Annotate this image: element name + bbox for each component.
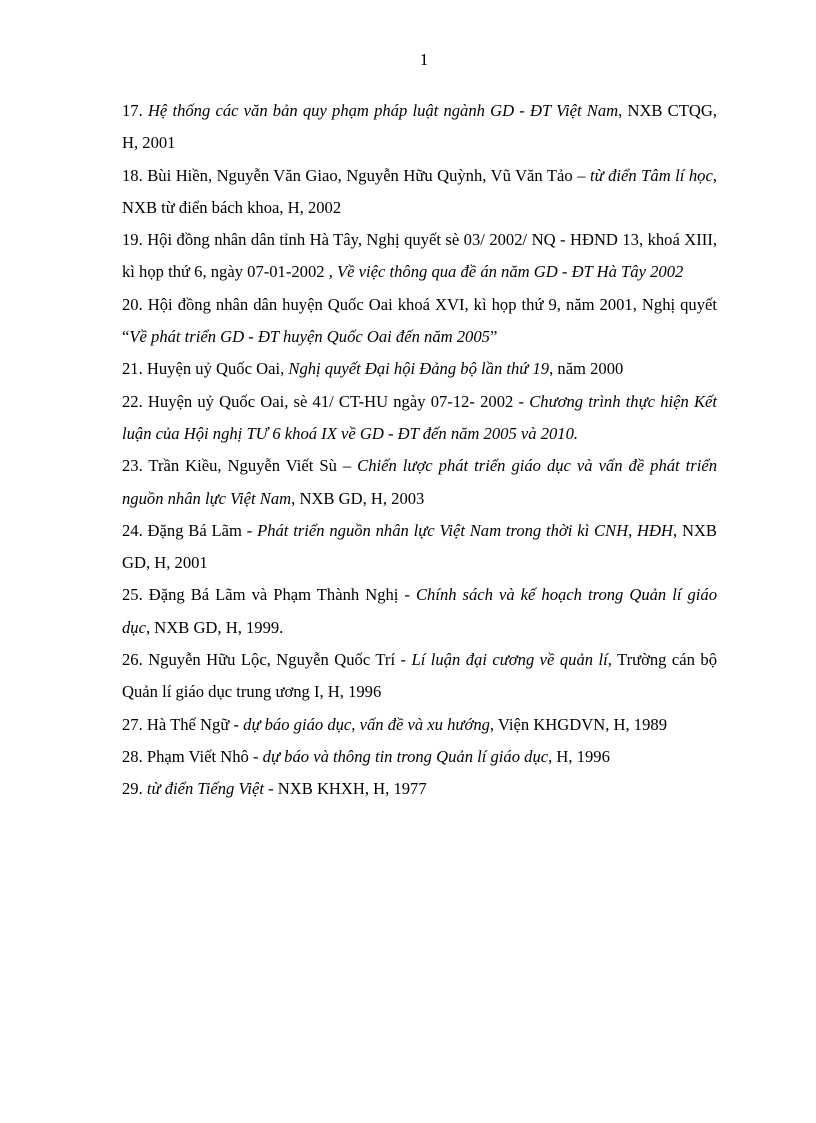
reference-text: , NXB GD, H, 2003 [291,488,425,508]
reference-item [122,160,717,225]
reference-title: Chiến lược phát triển giáo dục và vấn đề phát triển nguồn nhân lực Việt Nam [122,456,717,508]
reference-title: Chính sách và kế hoạch trong Quản lí giáo dục [122,585,717,637]
reference-title: Về phát triển GD - ĐT huyện Quốc Oai đến năm 2005 [129,327,490,347]
page-number: 1 [419,50,429,69]
reference-title: Hệ thống các văn bản quy phạm pháp luật ngành GD - ĐT Việt Nam [147,101,619,120]
reference-title: Phát triển nguồn nhân lực Việt Nam trong thời kì CNH, HĐH [257,520,673,540]
reference-text: , NXB GD, H, 1999. [145,617,284,637]
reference-text: 25. Đặng Bá Lãm và Phạm Thành Nghị - [122,585,416,605]
reference-list [122,95,717,806]
reference-item [122,644,717,709]
reference-title: Chương trình thực hiện Kết luận của Hội nghị TƯ 6 khoá IX về GD - ĐT đến năm 2005 và 2010. [122,391,717,443]
reference-item [122,709,717,741]
reference-item [122,773,717,805]
reference-title: Về việc thông qua đề án năm GD - ĐT Hà Tây 2002 [337,262,684,282]
reference-text: , Trường cán bộ Quản lí giáo dục trung ương I, H, 1996 [122,650,717,702]
reference-title: từ điển Tiếng Việt [146,779,264,799]
reference-item [122,450,717,515]
reference-text: - NXB KHXH, H, 1977 [263,779,427,799]
reference-text: , NXB từ điển bách khoa, H, 2002 [122,165,718,217]
reference-text: , NXB GD, H, 2001 [122,520,717,573]
reference-title: Nghị quyết Đại hội Đảng bộ lần thứ 19 [288,359,550,379]
reference-text: 29. [122,779,147,799]
reference-title: Lí luận đại cương về quản lí [411,650,608,670]
reference-item [122,515,717,580]
reference-item [122,224,717,289]
reference-text: 23. Trần Kiều, Nguyễn Viết Sù – [122,456,358,476]
reference-text: 24. Đặng Bá Lãm - [122,520,258,540]
reference-text: , NXB CTQG, H, 2001 [122,101,717,153]
reference-text: 19. Hội đồng nhân dân tỉnh Hà Tây, Nghị quyết sè 03/ 2002/ NQ - HĐND 13, khoá XIII, kì họp thứ 6, ngày 07-01-2002 , [122,230,717,282]
reference-text: , năm 2000 [549,359,624,379]
reference-item [122,289,717,354]
reference-text: 28. Phạm Viết Nhô - [122,746,263,766]
reference-text: , Viện KHGDVN, H, 1989 [489,714,667,734]
reference-text: ” [489,327,498,347]
reference-title: từ điển Tâm lí học [589,165,713,185]
reference-text: 27. Hà Thế Ngữ - [122,714,244,734]
reference-title: dự báo và thông tin trong Quản lí giáo dục [262,746,549,766]
reference-text: 20. Hội đồng nhân dân huyện Quốc Oai khoá XVI, kì họp thứ 9, năm 2001, Nghị quyết “ [122,294,717,347]
reference-item [122,579,717,644]
reference-item [122,386,717,451]
reference-text: 18. Bùi Hiền, Nguyễn Văn Giao, Nguyễn Hữu Quỳnh, Vũ Văn Tảo – [122,165,590,185]
reference-text: , H, 1996 [548,746,610,766]
reference-item [122,741,717,773]
reference-text: 22. Huyện uỷ Quốc Oai, sè 41/ CT-HU ngày 07-12- 2002 - [122,391,530,411]
reference-item [122,95,717,160]
reference-text: 17. [122,101,148,120]
reference-text: 21. Huyện uỷ Quốc Oai, [122,359,289,379]
reference-title: dự báo giáo dục, vấn đề và xu hướng [243,714,490,734]
reference-text: 26. Nguyễn Hữu Lộc, Nguyễn Quốc Trí - [122,650,412,670]
reference-item [122,353,717,385]
